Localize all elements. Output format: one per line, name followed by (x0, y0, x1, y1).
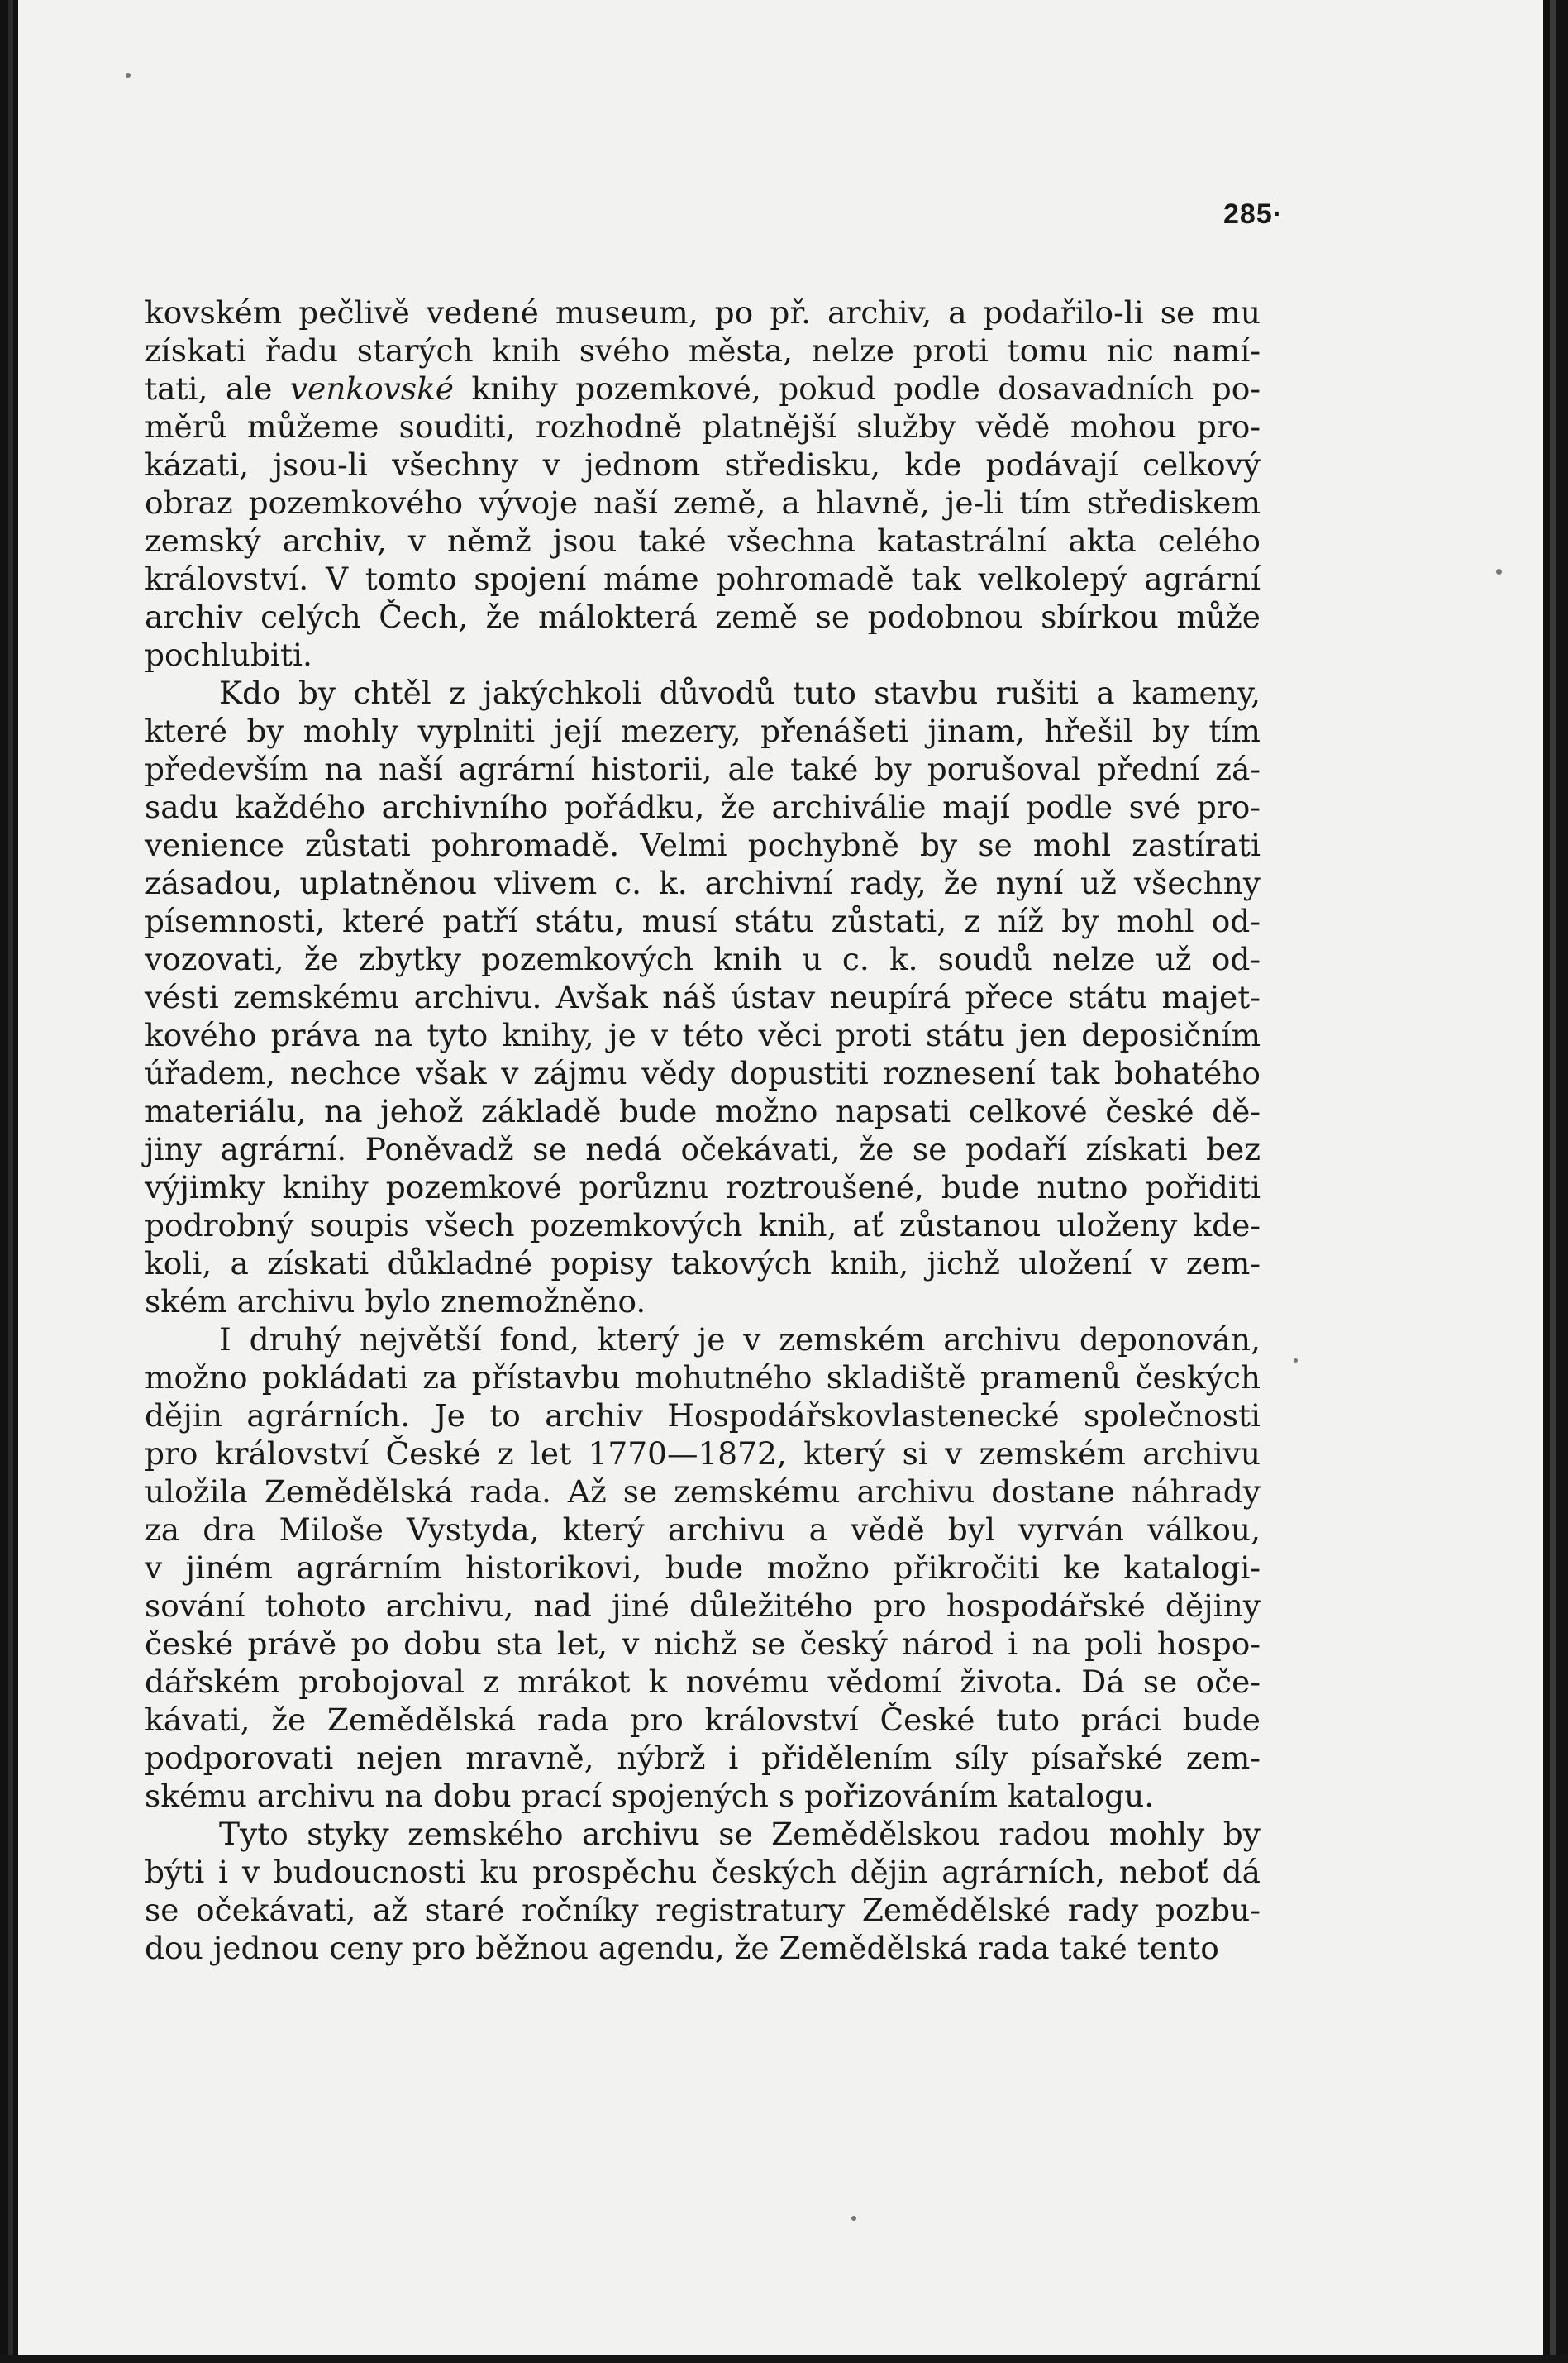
text-line: písemnosti, které patří státu, musí státu zůstati, z níž by mohl od- (145, 903, 1261, 939)
text-line: jiny agrární. Poněvadž se nedá očekávati, že se podaří získati bez (145, 1131, 1261, 1167)
text-line: dářském probojoval z mrákot k novému vědomí života. Dá se oče- (145, 1664, 1261, 1700)
text-line: venience zůstati pohromadě. Velmi pochybně by se mohl zastírati (145, 827, 1261, 863)
body-text (145, 294, 1261, 1967)
text-line: skému archivu na dobu prací spojených s pořizováním katalogu. (145, 1778, 1155, 1814)
text-line: Tyto styky zemského archivu se Zemědělskou radou mohly by (219, 1816, 1261, 1852)
text-line: podporovati nejen mravně, nýbrž i přidělením síly písařské zem- (145, 1740, 1261, 1776)
text-line: výjimky knihy pozemkové porůznu roztroušené, bude nutno pořiditi (145, 1169, 1261, 1205)
text-line: uložila Zemědělská rada. Až se zemskému archivu dostane náhrady (145, 1473, 1261, 1510)
text-line: sadu každého archivního pořádku, že archiválie mají podle své pro- (145, 789, 1261, 825)
paragraph (145, 1815, 1261, 1967)
text-line: dějin agrárních. Je to archiv Hospodářskovlastenecké společnosti (145, 1397, 1261, 1434)
text-line: vésti zemskému archivu. Avšak náš ústav neupírá přece státu majet- (145, 979, 1261, 1015)
text-line: dou jednou ceny pro běžnou agendu, že Zemědělská rada také tento (145, 1930, 1219, 1966)
text-line: za dra Miloše Vystyda, který archivu a vědě byl vyrván válkou, (145, 1511, 1261, 1548)
text-line: především na naší agrární historii, ale také by porušoval přední zá- (145, 751, 1261, 787)
text-line: úřadem, nechce však v zájmu vědy dopustiti roznesení tak bohatého (145, 1055, 1261, 1091)
text-line: království. V tomto spojení máme pohromadě tak velkolepý agrární (145, 561, 1261, 597)
text-line: které by mohly vyplniti její mezery, přenášeti jinam, hřešil by tím (145, 713, 1261, 749)
scan-speck (126, 73, 131, 78)
text-line: archiv celých Čech, že málokterá země se podobnou sbírkou může (145, 599, 1261, 635)
text-line: sování tohoto archivu, nad jiné důležitého pro hospodářské dějiny (145, 1587, 1261, 1624)
scan-border-bottom (0, 2355, 1568, 2363)
scan-speck (851, 2216, 856, 2221)
text-line: možno pokládati za přístavbu mohutného skladiště pramenů českých (145, 1359, 1261, 1396)
text-line: kázati, jsou-li všechny v jednom středisku, kde podávají celkový (145, 446, 1261, 483)
text-line: materiálu, na jehož základě bude možno napsati celkové české dě- (145, 1093, 1261, 1129)
page-number: 285· (1223, 198, 1284, 230)
text-line: zásadou, uplatněnou vlivem c. k. archivní rady, že nyní už všechny (145, 865, 1261, 901)
text-line: zemský archiv, v němž jsou také všechna katastrální akta celého (145, 523, 1261, 559)
scan-speck (1294, 1358, 1298, 1363)
text-line: vozovati, že zbytky pozemkových knih u c. k. soudů nelze už od- (145, 941, 1261, 977)
text-line: měrů můžeme souditi, rozhodně platnější služby vědě mohou pro- (145, 408, 1261, 445)
text-line: pro království České z let 1770—1872, který si v zemském archivu (145, 1435, 1261, 1472)
text-line: tati, ale venkovské knihy pozemkové, pokud podle dosavadních po- (145, 370, 1261, 407)
text-line: české právě po dobu sta let, v nichž se český národ i na poli hospo- (145, 1625, 1261, 1662)
paragraph (145, 674, 1261, 1320)
text-line: získati řadu starých knih svého města, nelze proti tomu nic namí- (145, 332, 1261, 369)
paragraph (145, 1320, 1261, 1815)
text-line: podrobný soupis všech pozemkových knih, ať zůstanou uloženy kde- (145, 1207, 1261, 1244)
text-line: kového práva na tyto knihy, je v této věci proti státu jen deposičním (145, 1017, 1261, 1053)
scan-border-left (0, 0, 18, 2363)
text-line: se očekávati, až staré ročníky registratury Zemědělské rady pozbu- (145, 1892, 1261, 1928)
text-line: v jiném agrárním historikovi, bude možno přikročiti ke katalogi- (145, 1549, 1261, 1586)
emphasis: venkovské (289, 370, 455, 407)
text-line: obraz pozemkového vývoje naší země, a hlavně, je-li tím střediskem (145, 485, 1261, 521)
text-line: koli, a získati důkladné popisy takových knih, jichž uložení v zem- (145, 1245, 1261, 1282)
text-line: I druhý největší fond, který je v zemském archivu deponován, (219, 1321, 1261, 1358)
paragraph (145, 294, 1261, 674)
text-line: býti i v budoucnosti ku prospěchu českých dějin agrárních, neboť dá (145, 1854, 1261, 1890)
text-line: ském archivu bylo znemožněno. (145, 1283, 646, 1320)
text-line: kávati, že Zemědělská rada pro království České tuto práci bude (145, 1702, 1261, 1738)
text-line: kovském pečlivě vedené museum, po př. archiv, a podařilo-li se mu (145, 294, 1261, 331)
text-line: pochlubiti. (145, 637, 312, 673)
scan-border-right (1543, 0, 1568, 2363)
scan-speck (1496, 569, 1502, 575)
text-line: Kdo by chtěl z jakýchkoli důvodů tuto stavbu rušiti a kameny, (219, 675, 1261, 711)
